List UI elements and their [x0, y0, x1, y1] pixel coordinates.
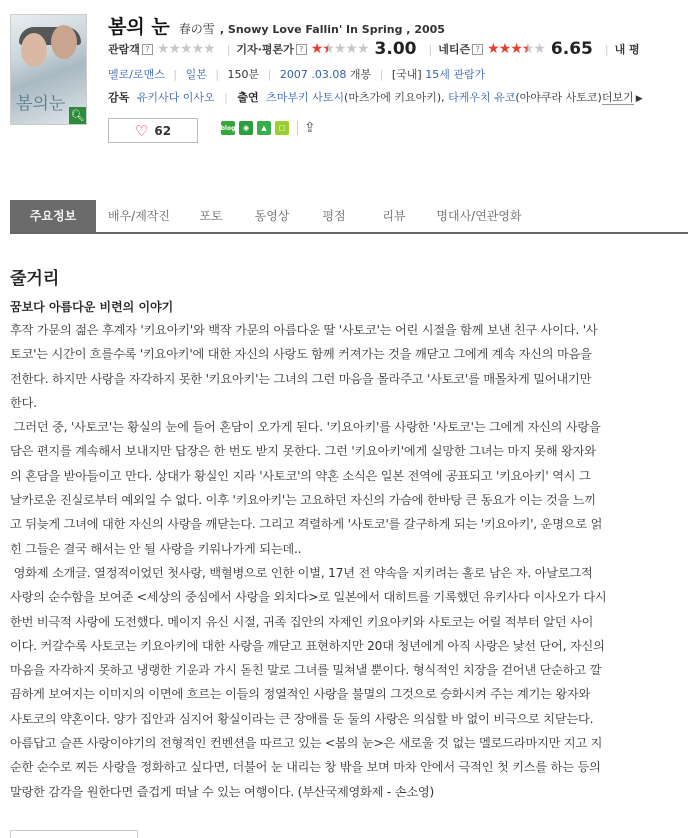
- runtime: 150분: [227, 68, 260, 81]
- tab-main-info[interactable]: 주요정보: [10, 200, 96, 232]
- like-count: 62: [154, 123, 172, 138]
- share-icon[interactable]: ⇪: [304, 120, 316, 136]
- like-button[interactable]: [108, 118, 198, 143]
- poster-title: 봄의눈: [16, 94, 66, 114]
- director-link[interactable]: 유키사다 이사오: [136, 91, 215, 104]
- blog-share-icon[interactable]: blog: [221, 121, 235, 135]
- bookmark-share-icon[interactable]: □: [275, 121, 289, 135]
- help-icon[interactable]: ?: [296, 44, 307, 55]
- poster-face-left: [21, 33, 47, 67]
- my-rating-label[interactable]: 내 평: [614, 43, 640, 56]
- rating-region: [국내]: [391, 68, 422, 81]
- tab-video[interactable]: 동영상: [254, 209, 290, 223]
- divider: |: [267, 68, 272, 81]
- critic-score: 3.00: [374, 39, 417, 59]
- bottom-panel-edge: [10, 830, 138, 838]
- audience-rating-label: 관람객: [108, 43, 140, 56]
- synopsis-line: 말랑한 감각을 원한다면 즐겁게 떠날 수 있는 여행이다. (부산국제영화제 - 손소영): [10, 784, 435, 799]
- poster-face-right: [51, 25, 77, 59]
- tab-cast-crew[interactable]: 배우/제작진: [107, 209, 170, 223]
- zoom-icon[interactable]: 🔍︎: [70, 109, 85, 122]
- tab-review[interactable]: 리뷰: [382, 209, 406, 223]
- movie-title-line: [108, 12, 445, 39]
- divider: |: [215, 68, 220, 81]
- tab-photo[interactable]: 포토: [199, 209, 223, 223]
- movie-credits: 감독 유키사다 이사오 | 출연 츠마부키 사토시(마츠가에 키요아키), 타케우치 유코(아야쿠라 사토코)더보기 ▶: [108, 91, 643, 104]
- synopsis-line: 그러던 중, '사토코'는 황실의 눈에 들어 혼담이 오가게 된다. '키요아키'를 사랑한 '사토코'는 그에게 자신의 사랑을: [10, 420, 601, 435]
- synopsis-line: 전한다. 하지만 사랑을 자각하지 못한 '키요아키'는 그녀의 그런 마음을 몰라주고 '사토코'를 매몰차게 밀어내기만: [10, 371, 592, 386]
- audience-stars: [157, 41, 215, 57]
- synopsis-line: 한번 비극적 사랑에 도전했다. 메이지 유신 시절, 귀족 집안의 자제인 키요아키와 사토코는 어릴 적부터 알던 사이: [10, 614, 594, 629]
- star-icon: ★: [521, 41, 534, 57]
- divider: |: [604, 42, 609, 56]
- star-icon: ★: [322, 41, 334, 57]
- divider: |: [428, 42, 433, 56]
- synopsis-line: 고 뒤늦게 그녀에 대한 자신의 사랑을 깨닫는다. 그리고 격렬하게 '사토코'를 갈구하게 되는 '키요아키', 운명으로 얽: [10, 517, 603, 532]
- heart-icon: ♡: [134, 121, 149, 140]
- star-icon: ★: [333, 41, 346, 57]
- star-icon: ★: [168, 41, 181, 57]
- divider: |: [379, 68, 384, 81]
- tab-quotes-related[interactable]: 명대사/연관영화: [436, 209, 522, 223]
- synopsis-line: 영화제 소개글. 열정적이었던 첫사랑, 백혈병으로 인한 이별, 17년 전 약속을 지키려는 홀로 남은 자. 아날로그적: [10, 565, 593, 580]
- synopsis-line: 순한 순수로 찌든 사랑을 정화하고 싶다면, 더불어 눈 내리는 창 밖을 보며 마차 안에서 극적인 첫 키스를 하는 등의: [10, 760, 601, 775]
- star-icon: ★: [533, 41, 545, 57]
- netizen-rating-label: 네티즌: [438, 43, 471, 56]
- tab-bar: [10, 200, 688, 234]
- synopsis-text: [10, 318, 678, 804]
- help-icon[interactable]: ?: [142, 44, 153, 55]
- chevron-right-icon[interactable]: ▶: [635, 94, 643, 104]
- synopsis-headline: 꿈보다 아름다운 비련의 이야기: [10, 300, 174, 314]
- critic-stars: [311, 41, 369, 57]
- synopsis-line: 날카로운 진실로부터 예외일 수 없다. 이후 '키요아키'는 고요하던 자신의 가슴에 한바탕 큰 동요가 이는 것을 느끼: [10, 493, 596, 508]
- age-rating-link[interactable]: 15세 관람가: [425, 68, 486, 81]
- synopsis-line: 사랑의 순수함을 보여준 <세상의 중심에서 사랑을 외치다>로 일본에서 대히트를 기록했던 유키사다 이사오가 다시: [10, 590, 607, 605]
- actor-role: (아야쿠라 사토코): [515, 91, 602, 104]
- critic-rating-label: 기자·평론가: [236, 43, 294, 56]
- actor-link[interactable]: 츠마부키 사토시: [266, 91, 345, 104]
- director-label: 감독: [108, 91, 130, 104]
- divider: |: [224, 91, 228, 104]
- star-icon: ★: [498, 41, 511, 57]
- movie-title: 봄의 눈: [108, 16, 170, 38]
- genre-link[interactable]: 멜로/로맨스: [108, 68, 165, 81]
- star-icon: ★: [356, 41, 369, 57]
- synopsis-line: 담은 편지를 계속해서 보내지만 답장은 한 번도 받지 못한다. 그런 '키요아키'에게 실망한 그녀는 마지 못해 왕자와: [10, 444, 596, 459]
- rating-bar: [108, 39, 640, 59]
- synopsis-line: 한다.: [10, 395, 37, 410]
- star-icon: ★: [345, 41, 357, 57]
- actor-link[interactable]: 타케우치 유코: [448, 91, 516, 104]
- netizen-score: 6.65: [550, 39, 593, 59]
- star-icon: ★: [156, 41, 169, 57]
- more-cast-link[interactable]: 더보기: [601, 91, 634, 104]
- release-date-link[interactable]: 2007 .03.08: [279, 68, 347, 81]
- synopsis-line: 의 혼담을 받아들이고 만다. 상대가 황실인 지라 '사토코'의 약혼 소식은 일본 전역에 공표되고 '키요아키' 역시 그: [10, 468, 591, 483]
- movie-meta: [108, 66, 485, 82]
- movie-poster[interactable]: [10, 14, 87, 125]
- star-icon: ★: [180, 41, 192, 57]
- synopsis-line: 아름답고 슬픈 사랑이야기의 전형적인 컨벤션을 따르고 있는 <봄의 눈>은 새로울 것 없는 멜로드라마지만 지고 지: [10, 736, 603, 751]
- synopsis-line: 사토코의 약혼이다. 양가 집안과 심지어 황실이라는 큰 장애를 둔 둘의 사랑은 의심할 바 없이 비극으로 치닫는다.: [10, 711, 594, 726]
- movie-english-title: , Snowy Love Fallin' In Spring , 2005: [219, 23, 445, 36]
- netizen-stars: [487, 41, 545, 57]
- star-icon: ★: [191, 41, 204, 57]
- divider: |: [226, 42, 231, 56]
- divider: [297, 121, 298, 135]
- tab-rating[interactable]: 평점: [322, 209, 346, 223]
- synopsis-line: 마음을 자각하지 못하고 냉랭한 기운과 가시 돋친 말로 그녀를 밀쳐낼 뿐이다. 형식적인 치장을 걷어낸 단순하고 깔: [10, 663, 602, 678]
- star-icon: ★: [510, 41, 522, 57]
- cafe-share-icon[interactable]: ◉: [239, 121, 253, 135]
- star-icon: ★: [203, 41, 215, 57]
- movie-original-title: 春の雪: [178, 22, 215, 36]
- country-link[interactable]: 일본: [185, 68, 207, 81]
- actor-role: (마츠가에 키요아키): [344, 91, 442, 104]
- synopsis-line: 토코'는 시간이 흐를수록 '키요아키'에 대한 자신의 사랑도 함께 커져가는 것을 깨닫고 그에게 계속 자신의 마음을: [10, 347, 592, 362]
- synopsis-line: 힌 그들은 결국 해서는 안 될 사랑을 키워나가게 되는데..: [10, 541, 302, 556]
- synopsis-line: 끔하게 보여지는 이미지의 이면에 흐르는 이들의 정열적인 사랑을 불멸의 그것으로 승화시켜 주는 계기는 왕자와: [10, 687, 591, 702]
- help-icon[interactable]: ?: [472, 44, 483, 55]
- synopsis-line: 후작 가문의 젊은 후계자 '키요아키'와 백작 가문의 아름다운 딸 '사토코'는 어린 시절을 함께 보낸 친구 사이다. '사: [10, 323, 598, 337]
- share-bar: [221, 120, 316, 136]
- cast-label: 출연: [237, 91, 259, 104]
- synopsis-line: 이다. 커갈수록 사토코는 키요아키에 대한 사랑을 깨닫고 표현하지만 20대 청년에게 아직 사랑은 낯선 단어, 자신의: [10, 638, 605, 653]
- section-title: 줄거리: [10, 269, 60, 289]
- star-icon: ★: [310, 41, 323, 57]
- star-icon: ★: [487, 41, 499, 57]
- release-suffix: 개봉: [349, 68, 372, 81]
- me2day-share-icon[interactable]: ▲: [257, 121, 271, 135]
- divider: |: [173, 68, 178, 81]
